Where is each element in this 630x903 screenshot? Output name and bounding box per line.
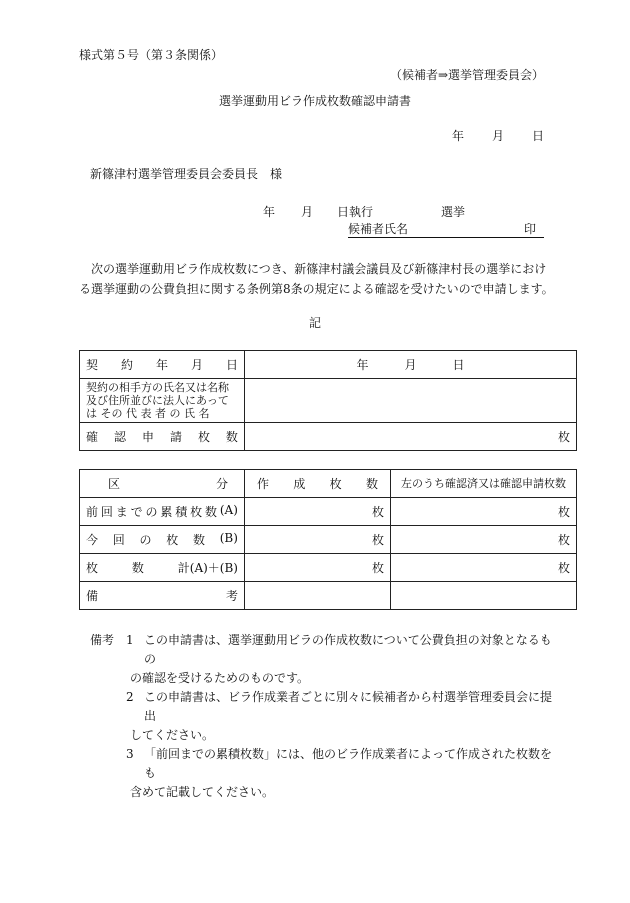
application-statement: 次の選挙運動用ビラ作成枚数につき、新篠津村議会議員及び新篠津村長の選挙における選挙運動の公費負担に関する条例第8条の規定による確認を受けたいので申請します。 bbox=[79, 262, 554, 296]
category-header: 区 分 bbox=[80, 470, 245, 498]
created-count-unit: 枚 bbox=[245, 554, 391, 582]
contract-table bbox=[79, 350, 577, 451]
counterparty-row bbox=[80, 379, 577, 423]
application-date bbox=[452, 130, 544, 142]
note-text-cont: 含めて記載してください。 bbox=[130, 785, 275, 799]
note-text: この申請書は、選挙運動用ビラの作成枚数について公費負担の対象となるもの bbox=[144, 633, 552, 666]
confirmed-count-header: 左のうち確認済又は確認申請枚数 bbox=[391, 470, 577, 498]
created-count-unit: 枚 bbox=[245, 526, 391, 554]
contract-date-value: 年 月 日 bbox=[245, 351, 577, 379]
contract-date-label: 契 約 年 月 日 bbox=[80, 351, 245, 379]
note-number: 1 bbox=[126, 633, 134, 647]
form-number: 様式第５号（第３条関係） bbox=[79, 48, 224, 62]
count-table-header bbox=[80, 470, 577, 498]
seal-mark: 印 bbox=[523, 222, 536, 236]
note-text-cont: の確認を受けるためのものです。 bbox=[130, 671, 310, 685]
request-count-label: 確 認 申 請 枚 数 bbox=[80, 423, 245, 451]
day-label: 日 bbox=[531, 129, 544, 143]
exec-month-label: 月 bbox=[301, 205, 314, 219]
total-count-label: 枚 数 計(A)＋(B) bbox=[80, 554, 245, 582]
previous-cumulative-label: 前 回 ま で の 累 積 枚 数 (A) bbox=[80, 498, 245, 526]
election-execution-line bbox=[263, 206, 465, 218]
notes-section bbox=[90, 631, 560, 802]
created-count-unit: 枚 bbox=[245, 498, 391, 526]
count-table bbox=[79, 469, 577, 610]
note-item bbox=[90, 688, 560, 745]
note-text-cont: してください。 bbox=[130, 728, 215, 742]
table-row bbox=[80, 554, 577, 582]
table-row bbox=[80, 526, 577, 554]
exec-day-label: 日執行 bbox=[337, 205, 374, 219]
confirmed-count-unit: 枚 bbox=[391, 526, 577, 554]
election-label: 選挙 bbox=[441, 205, 466, 219]
document-title: 選挙運動用ビラ作成枚数確認申請書 bbox=[218, 94, 411, 108]
remarks-confirmed bbox=[391, 582, 577, 610]
request-count-unit: 枚 bbox=[245, 423, 577, 451]
candidate-name-line bbox=[348, 223, 544, 238]
remarks-label: 備 考 bbox=[80, 582, 245, 610]
current-count-label: 今 回 の 枚 数 (B) bbox=[80, 526, 245, 554]
table-row bbox=[80, 498, 577, 526]
note-item bbox=[90, 745, 560, 802]
remarks-row bbox=[80, 582, 577, 610]
confirmed-count-unit: 枚 bbox=[391, 554, 577, 582]
note-number: 2 bbox=[126, 690, 134, 704]
year-label: 年 bbox=[451, 129, 464, 143]
routing-note: （候補者⇒選挙管理委員会） bbox=[389, 68, 544, 82]
addressee: 新篠津村選挙管理委員会委員長 様 bbox=[90, 167, 283, 181]
counterparty-label: 契約の相手方の氏名又は名称 及び住所並びに法人にあって は その 代 表 者 の 氏 名 bbox=[80, 379, 245, 423]
notes-heading: 備考 bbox=[90, 633, 115, 647]
note-text: 「前回までの累積枚数」には、他のビラ作成業者によって作成された枚数をも bbox=[144, 747, 553, 780]
remarks-created bbox=[245, 582, 391, 610]
note-number: 3 bbox=[126, 747, 134, 761]
exec-year-label: 年 bbox=[263, 205, 276, 219]
note-item bbox=[90, 631, 560, 688]
ki-heading: 記 bbox=[308, 316, 321, 330]
note-text: この申請書は、ビラ作成業者ごとに別々に候補者から村選挙管理委員会に提出 bbox=[144, 690, 553, 723]
counterparty-value bbox=[245, 379, 577, 423]
created-count-header: 作 成 枚 数 bbox=[245, 470, 391, 498]
request-count-row bbox=[80, 423, 577, 451]
contract-date-row bbox=[80, 351, 577, 379]
candidate-name-label: 候補者氏名 bbox=[348, 222, 409, 236]
month-label: 月 bbox=[491, 129, 504, 143]
confirmed-count-unit: 枚 bbox=[391, 498, 577, 526]
